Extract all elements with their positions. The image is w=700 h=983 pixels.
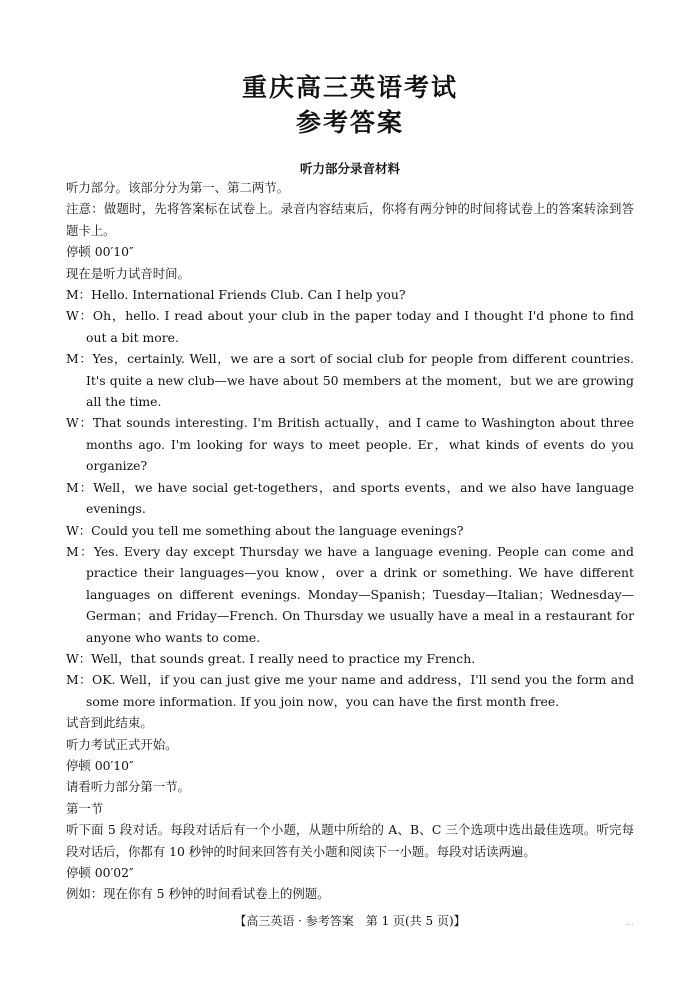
instruction-line: 第一节 <box>66 800 104 816</box>
transcript-body <box>66 177 634 905</box>
dialogue-line: M：Well，we have social get-togethers，and sports events，and we also have language evenings. <box>66 479 634 517</box>
dialogue-line: M：Yes. Every day except Thursday we have a language evening. People can come and practice their languages—you know，over a drink or something. We have different languages on different evenings. Monday—Spanish；Tuesday—Italian；Wednesday—German；and Friday—French. On Thursday we usually have a meal in a restaurant for anyone who wants to come. <box>66 543 634 645</box>
instruction-line: 例如：现在你有 5 秒钟的时间看试卷上的例题。 <box>66 886 330 902</box>
dialogue-line: W：Well，that sounds great. I really need to practice my French. <box>66 650 476 666</box>
page-footer: 【高三英语 · 参考答案 第 1 页(共 5 页)】 <box>234 914 466 928</box>
instruction-line: 停顿 00′10″ <box>66 244 134 260</box>
instruction-line: 现在是听力试音时间。 <box>66 265 190 281</box>
dialogue-line: M：Hello. International Friends Club. Can I help you? <box>66 287 406 303</box>
dialogue-line: M：Yes，certainly. Well，we are a sort of social club for people from different countries. It's quite a new club—we have about 50 members at the moment，but we are growing all the time. <box>66 351 634 410</box>
dialogue-line: W：Oh，hello. I read about your club in the paper today and I thought I'd phone to find out a bit more. <box>66 308 634 345</box>
dialogue-line: W：That sounds interesting. I'm British actually，and I came to Washington about three months ago. I'm looking for ways to meet people. Er，what kinds of events do you organize? <box>66 415 634 474</box>
instruction-line: 停顿 00′02″ <box>66 865 134 880</box>
instruction-line: 试音到此结束。 <box>66 715 153 731</box>
instruction-line: 听力部分。该部分分为第一、第二两节。 <box>66 180 290 195</box>
instruction-line: 听力考试正式开始。 <box>66 736 178 752</box>
instruction-line: 注意：做题时，先将答案标在试卷上。录音内容结束后，你将有两分钟的时间将试卷上的答案转涂到答题卡上。 <box>66 201 634 238</box>
document-title: 重庆高三英语考试 <box>241 73 458 102</box>
instruction-line: 请看听力部分第一节。 <box>66 779 190 795</box>
document-subtitle: 参考答案 <box>295 108 404 137</box>
instruction-line: 停顿 00′10″ <box>66 757 134 773</box>
section-title: 听力部分录音材料 <box>299 161 400 176</box>
instruction-line: 听下面 5 段对话。每段对话后有一个小题，从题中所给的 A、B、C 三个选项中选出最佳选项。听完每段对话后，你都有 10 秒钟的时间来回答有关小题和阅读下一小题。每段对话读两遍。 <box>66 822 634 859</box>
dialogue-line: W：Could you tell me something about the language evenings? <box>66 522 464 538</box>
corner-mark: ... <box>626 918 634 927</box>
dialogue-line: M：OK. Well，if you can just give me your name and address，I'll send you the form and some more information. If you join now，you can have the first month free. <box>66 672 634 709</box>
